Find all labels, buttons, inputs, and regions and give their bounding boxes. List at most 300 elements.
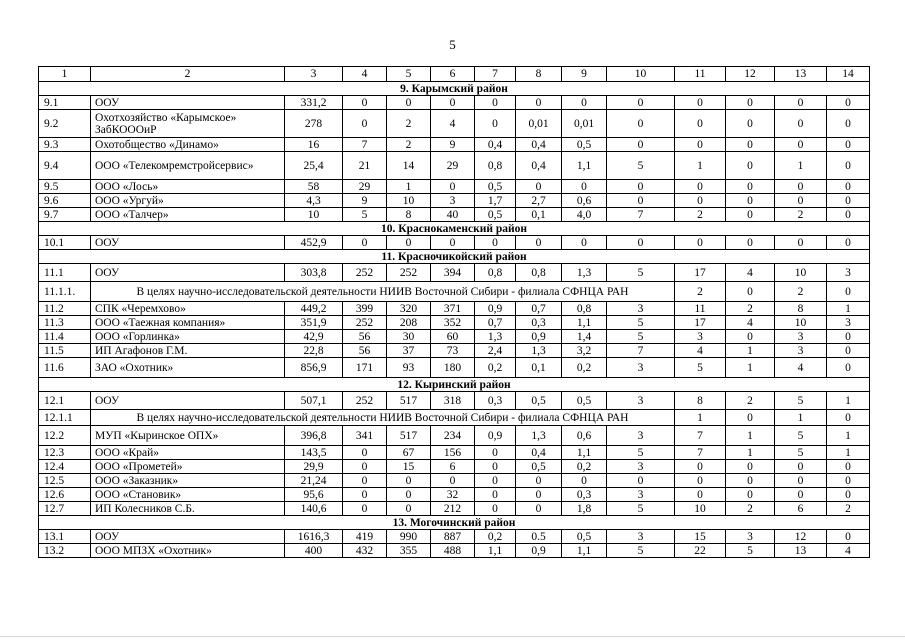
header-cell: 13: [775, 67, 827, 82]
table-cell: 252: [343, 264, 387, 282]
table-cell: 0: [675, 110, 726, 138]
table-cell: 13: [775, 544, 827, 558]
organization-name: ООУ: [91, 236, 285, 250]
table-cell: 0: [516, 96, 562, 110]
table-cell: 42,9: [285, 330, 343, 344]
table-cell: 887: [431, 530, 475, 544]
organization-name: ЗАО «Охотник»: [91, 358, 285, 378]
row-number: 12.6: [39, 488, 91, 502]
table-cell: 449,2: [285, 302, 343, 316]
table-cell: 0: [827, 530, 870, 544]
table-cell: 30: [387, 330, 431, 344]
table-cell: 95,6: [285, 488, 343, 502]
table-cell: 0: [343, 96, 387, 110]
table-cell: 0: [775, 138, 827, 152]
table-cell: 1: [827, 302, 870, 316]
page-number: 5: [449, 37, 456, 52]
table-row: [39, 282, 870, 302]
organization-name: ООО «Лось»: [91, 180, 285, 194]
table-cell: 7: [675, 446, 726, 460]
table-cell: 341: [343, 426, 387, 446]
table-cell: 10: [675, 502, 726, 516]
table-cell: 0: [827, 282, 870, 302]
table-cell: 0,8: [475, 152, 516, 180]
table-row: [39, 180, 870, 194]
table-cell: 21: [343, 152, 387, 180]
table-cell: 0: [475, 446, 516, 460]
organization-name: ООО «Край»: [91, 446, 285, 460]
row-number: 9.7: [39, 208, 91, 222]
table-cell: 0: [675, 474, 726, 488]
table-cell: 11: [675, 302, 726, 316]
table-cell: 2,4: [475, 344, 516, 358]
table-cell: 16: [285, 138, 343, 152]
organization-name: ООО «Таежная компания»: [91, 316, 285, 330]
table-cell: 5: [607, 316, 675, 330]
table-cell: 0: [726, 110, 775, 138]
table-cell: 0: [775, 474, 827, 488]
table-cell: 12: [775, 530, 827, 544]
table-cell: 2: [726, 502, 775, 516]
section-row: [39, 82, 870, 96]
table-cell: 3: [607, 460, 675, 474]
organization-name: ИП Колесников С.Б.: [91, 502, 285, 516]
section-title: 12. Кыринский район: [39, 378, 870, 392]
header-cell: 11: [675, 67, 726, 82]
table-cell: 3: [607, 530, 675, 544]
table-cell: 0: [675, 138, 726, 152]
table-row: [39, 302, 870, 316]
table-cell: 0,01: [562, 110, 607, 138]
table-cell: 0: [343, 488, 387, 502]
table-cell: 1,4: [562, 330, 607, 344]
table-cell: 5: [607, 264, 675, 282]
table-cell: 252: [343, 316, 387, 330]
table-cell: 0,5: [562, 138, 607, 152]
header-cell: 9: [562, 67, 607, 82]
table-cell: 0,2: [475, 530, 516, 544]
organization-name: ООО «Заказник»: [91, 474, 285, 488]
table-cell: 56: [343, 330, 387, 344]
table-cell: 5: [675, 358, 726, 378]
table-cell: 0: [675, 96, 726, 110]
table-cell: 1: [726, 426, 775, 446]
table-cell: 0: [562, 180, 607, 194]
table-row: [39, 474, 870, 488]
table-cell: 1,3: [562, 264, 607, 282]
table-cell: 2: [775, 282, 827, 302]
row-number: 11.5: [39, 344, 91, 358]
table-cell: 8: [387, 208, 431, 222]
table-row: [39, 488, 870, 502]
table-cell: 0: [726, 460, 775, 474]
table-cell: 0: [343, 460, 387, 474]
table-row: [39, 96, 870, 110]
table-cell: 0: [827, 208, 870, 222]
table-cell: 0: [726, 138, 775, 152]
table-cell: 1,3: [516, 344, 562, 358]
table-cell: 1,7: [475, 194, 516, 208]
table-cell: 2: [387, 110, 431, 138]
table-cell: 15: [387, 460, 431, 474]
table-cell: 4: [775, 358, 827, 378]
table-cell: 0: [775, 194, 827, 208]
page-bottom-edge: [0, 636, 905, 637]
table-cell: 1616,3: [285, 530, 343, 544]
table-cell: 22,8: [285, 344, 343, 358]
table-cell: 0: [775, 96, 827, 110]
table-cell: 452,9: [285, 236, 343, 250]
table-cell: 3: [775, 330, 827, 344]
table-cell: 0: [516, 180, 562, 194]
table-cell: 4: [431, 110, 475, 138]
table-cell: 1,1: [562, 316, 607, 330]
organization-name: ООО «Горлинка»: [91, 330, 285, 344]
table-cell: 0: [387, 96, 431, 110]
table-cell: 0,3: [562, 488, 607, 502]
table-cell: 0,5: [516, 460, 562, 474]
table-cell: 156: [431, 446, 475, 460]
table-cell: 0: [827, 152, 870, 180]
table-cell: 0,7: [475, 316, 516, 330]
row-description: В целях научно-исследовательской деятельности НИИВ Восточной Сибири - филиала СФНЦА РАН: [91, 410, 675, 426]
table-cell: 252: [343, 392, 387, 410]
table-cell: 58: [285, 180, 343, 194]
table-cell: 990: [387, 530, 431, 544]
table-cell: 0: [675, 180, 726, 194]
table-cell: 0: [775, 488, 827, 502]
table-cell: 15: [675, 530, 726, 544]
table-cell: 0: [827, 474, 870, 488]
table-cell: 419: [343, 530, 387, 544]
table-cell: 40: [431, 208, 475, 222]
table-cell: 180: [431, 358, 475, 378]
table-cell: 1: [827, 392, 870, 410]
table-cell: 400: [285, 544, 343, 558]
table-cell: 0: [775, 110, 827, 138]
table-cell: 0: [827, 138, 870, 152]
table-cell: 17: [675, 316, 726, 330]
table-cell: 0: [726, 282, 775, 302]
table-cell: 0: [516, 502, 562, 516]
table-cell: 4: [726, 264, 775, 282]
table-cell: 352: [431, 316, 475, 330]
table-cell: 3: [827, 316, 870, 330]
table-cell: 29,9: [285, 460, 343, 474]
table-row: [39, 392, 870, 410]
table-cell: 7: [607, 208, 675, 222]
table-cell: 73: [431, 344, 475, 358]
table-cell: 0,5: [562, 530, 607, 544]
table-cell: 10: [775, 264, 827, 282]
organization-name: ООО «Прометей»: [91, 460, 285, 474]
table-cell: 1,3: [475, 330, 516, 344]
table-cell: 3: [675, 330, 726, 344]
table-cell: 2: [726, 392, 775, 410]
organization-name: МУП «Кыринское ОПХ»: [91, 426, 285, 446]
header-cell: 8: [516, 67, 562, 82]
table-cell: 303,8: [285, 264, 343, 282]
table-cell: 1: [675, 410, 726, 426]
table-row: [39, 460, 870, 474]
table-cell: 1,1: [562, 446, 607, 460]
row-number: 11.2: [39, 302, 91, 316]
row-number: 12.3: [39, 446, 91, 460]
table-cell: 0: [475, 474, 516, 488]
table-cell: 4: [675, 344, 726, 358]
table-cell: 2: [775, 208, 827, 222]
table-cell: 4,3: [285, 194, 343, 208]
table-cell: 37: [387, 344, 431, 358]
table-cell: 1,3: [516, 426, 562, 446]
table-cell: 5: [607, 502, 675, 516]
table-cell: 0: [387, 488, 431, 502]
section-row: [39, 378, 870, 392]
table-cell: 0: [475, 236, 516, 250]
table-cell: 0,5: [475, 208, 516, 222]
header-cell: 5: [387, 67, 431, 82]
table-cell: 0: [675, 488, 726, 502]
table-row: [39, 208, 870, 222]
table-cell: 432: [343, 544, 387, 558]
table-cell: 5: [775, 392, 827, 410]
table-cell: 3: [827, 264, 870, 282]
table-cell: 1,1: [562, 544, 607, 558]
table-cell: 8: [675, 392, 726, 410]
table-cell: 171: [343, 358, 387, 378]
organization-name: ООУ: [91, 96, 285, 110]
table-cell: 0,2: [562, 460, 607, 474]
table-cell: 0: [343, 446, 387, 460]
table-cell: 0: [562, 96, 607, 110]
table-cell: 0: [775, 460, 827, 474]
row-description: В целях научно-исследовательской деятельности НИИВ Восточной Сибири - филиала СФНЦА РАН: [91, 282, 675, 302]
table-cell: 0,01: [516, 110, 562, 138]
table-cell: 0: [431, 474, 475, 488]
table-cell: 5: [607, 152, 675, 180]
row-number: 9.2: [39, 110, 91, 138]
table-cell: 0: [475, 502, 516, 516]
table-cell: 0: [431, 96, 475, 110]
table-cell: 0: [775, 180, 827, 194]
table-cell: 371: [431, 302, 475, 316]
table-cell: 93: [387, 358, 431, 378]
table-cell: 0: [387, 474, 431, 488]
table-cell: 0: [726, 152, 775, 180]
table-cell: 0,6: [562, 194, 607, 208]
section-title: 9. Карымский район: [39, 82, 870, 96]
table-cell: 488: [431, 544, 475, 558]
table-row: [39, 316, 870, 330]
table-cell: 1: [775, 152, 827, 180]
table-cell: 399: [343, 302, 387, 316]
table-cell: 0,4: [516, 152, 562, 180]
table-cell: 507,1: [285, 392, 343, 410]
table-cell: 3: [607, 302, 675, 316]
table-cell: 1: [827, 446, 870, 460]
table-cell: 394: [431, 264, 475, 282]
organization-name: ООО МПЗХ «Охотник»: [91, 544, 285, 558]
table-cell: 318: [431, 392, 475, 410]
section-row: [39, 222, 870, 236]
row-number: 11.1.1.: [39, 282, 91, 302]
organization-name: ООО «Талчер»: [91, 208, 285, 222]
table-cell: 17: [675, 264, 726, 282]
row-number: 9.6: [39, 194, 91, 208]
table-row: [39, 530, 870, 544]
organization-name: ООО «Ургуй»: [91, 194, 285, 208]
organization-name: СПК «Черемхово»: [91, 302, 285, 316]
row-number: 13.1: [39, 530, 91, 544]
table-cell: 1: [387, 180, 431, 194]
table-cell: 0: [827, 180, 870, 194]
table-cell: 0: [827, 110, 870, 138]
table-cell: 0: [562, 236, 607, 250]
section-row: [39, 250, 870, 264]
table-cell: 0: [562, 474, 607, 488]
row-number: 10.1: [39, 236, 91, 250]
table-cell: 0: [431, 180, 475, 194]
table-cell: 0,8: [562, 302, 607, 316]
table-cell: 252: [387, 264, 431, 282]
table-row: [39, 544, 870, 558]
table-cell: 1: [775, 410, 827, 426]
table-cell: 0: [343, 236, 387, 250]
table-cell: 7: [607, 344, 675, 358]
table-cell: 0: [726, 194, 775, 208]
table-cell: 0,8: [475, 264, 516, 282]
row-number: 12.5: [39, 474, 91, 488]
table-cell: 32: [431, 488, 475, 502]
table-cell: 6: [775, 502, 827, 516]
table-cell: 0: [607, 194, 675, 208]
table-row: [39, 194, 870, 208]
table-cell: 2: [726, 302, 775, 316]
header-cell: 4: [343, 67, 387, 82]
table-cell: 0: [475, 460, 516, 474]
table-cell: 5: [607, 330, 675, 344]
table-cell: 0: [607, 138, 675, 152]
table-cell: 21,24: [285, 474, 343, 488]
table-cell: 3: [607, 426, 675, 446]
row-number: 12.7: [39, 502, 91, 516]
table-cell: 0: [516, 488, 562, 502]
table-cell: 278: [285, 110, 343, 138]
table-cell: 60: [431, 330, 475, 344]
table-row: [39, 446, 870, 460]
table-cell: 0: [726, 474, 775, 488]
header-cell: 14: [827, 67, 870, 82]
table-cell: 331,2: [285, 96, 343, 110]
table-cell: 0: [827, 358, 870, 378]
table-cell: 5: [775, 426, 827, 446]
table-cell: 140,6: [285, 502, 343, 516]
row-number: 11.6: [39, 358, 91, 378]
table-cell: 25,4: [285, 152, 343, 180]
row-number: 9.1: [39, 96, 91, 110]
table-cell: 0: [475, 110, 516, 138]
table-cell: 208: [387, 316, 431, 330]
table-cell: 5: [607, 446, 675, 460]
table-cell: 0,4: [516, 446, 562, 460]
organization-name: ООУ: [91, 264, 285, 282]
table-cell: 0: [827, 344, 870, 358]
table-cell: 0,7: [516, 302, 562, 316]
table-cell: 0: [607, 236, 675, 250]
table-cell: 1: [726, 446, 775, 460]
table-cell: 517: [387, 426, 431, 446]
table-cell: 3,2: [562, 344, 607, 358]
section-title: 11. Красночикойский район: [39, 250, 870, 264]
organization-name: ИП Агафонов Г.М.: [91, 344, 285, 358]
table-cell: 1: [726, 358, 775, 378]
table-cell: 5: [726, 544, 775, 558]
table-cell: 0: [343, 474, 387, 488]
table-cell: 0: [726, 488, 775, 502]
table-cell: 10: [387, 194, 431, 208]
table-cell: 1: [726, 344, 775, 358]
header-cell: 3: [285, 67, 343, 82]
table-cell: 29: [343, 180, 387, 194]
table-row: [39, 330, 870, 344]
table-cell: 0: [675, 460, 726, 474]
table-cell: 0,5: [516, 392, 562, 410]
row-number: 9.4: [39, 152, 91, 180]
row-number: 9.3: [39, 138, 91, 152]
header-cell: 10: [607, 67, 675, 82]
table-row: [39, 344, 870, 358]
table-cell: 14: [387, 152, 431, 180]
table-cell: 4: [827, 544, 870, 558]
table-cell: 0: [827, 410, 870, 426]
table-cell: 3: [726, 530, 775, 544]
table-cell: 10: [285, 208, 343, 222]
organization-name: ООУ: [91, 392, 285, 410]
table-cell: 355: [387, 544, 431, 558]
table-cell: 3: [607, 358, 675, 378]
table-cell: 56: [343, 344, 387, 358]
table-cell: 3: [607, 392, 675, 410]
table-cell: 856,9: [285, 358, 343, 378]
table-cell: 4: [726, 316, 775, 330]
table-cell: 7: [343, 138, 387, 152]
table-cell: 0,9: [475, 426, 516, 446]
table-cell: 2: [387, 138, 431, 152]
table-cell: 3: [775, 344, 827, 358]
table-cell: 1: [827, 426, 870, 446]
table-cell: 29: [431, 152, 475, 180]
table-cell: 0: [675, 236, 726, 250]
table-cell: 0,4: [475, 138, 516, 152]
table-cell: 0: [827, 330, 870, 344]
header-cell: 12: [726, 67, 775, 82]
table-cell: 0: [726, 96, 775, 110]
table-cell: 0: [726, 180, 775, 194]
table-cell: 234: [431, 426, 475, 446]
section-title: 10. Краснокаменский район: [39, 222, 870, 236]
table-cell: 0,5: [475, 180, 516, 194]
table-cell: 0,8: [516, 264, 562, 282]
table-row: [39, 502, 870, 516]
table-cell: 0: [343, 110, 387, 138]
table-row: [39, 138, 870, 152]
table-cell: 0: [726, 330, 775, 344]
table-cell: 7: [675, 426, 726, 446]
table-cell: 3: [607, 488, 675, 502]
header-cell: 2: [91, 67, 285, 82]
table-cell: 0: [387, 236, 431, 250]
table-row: [39, 110, 870, 138]
